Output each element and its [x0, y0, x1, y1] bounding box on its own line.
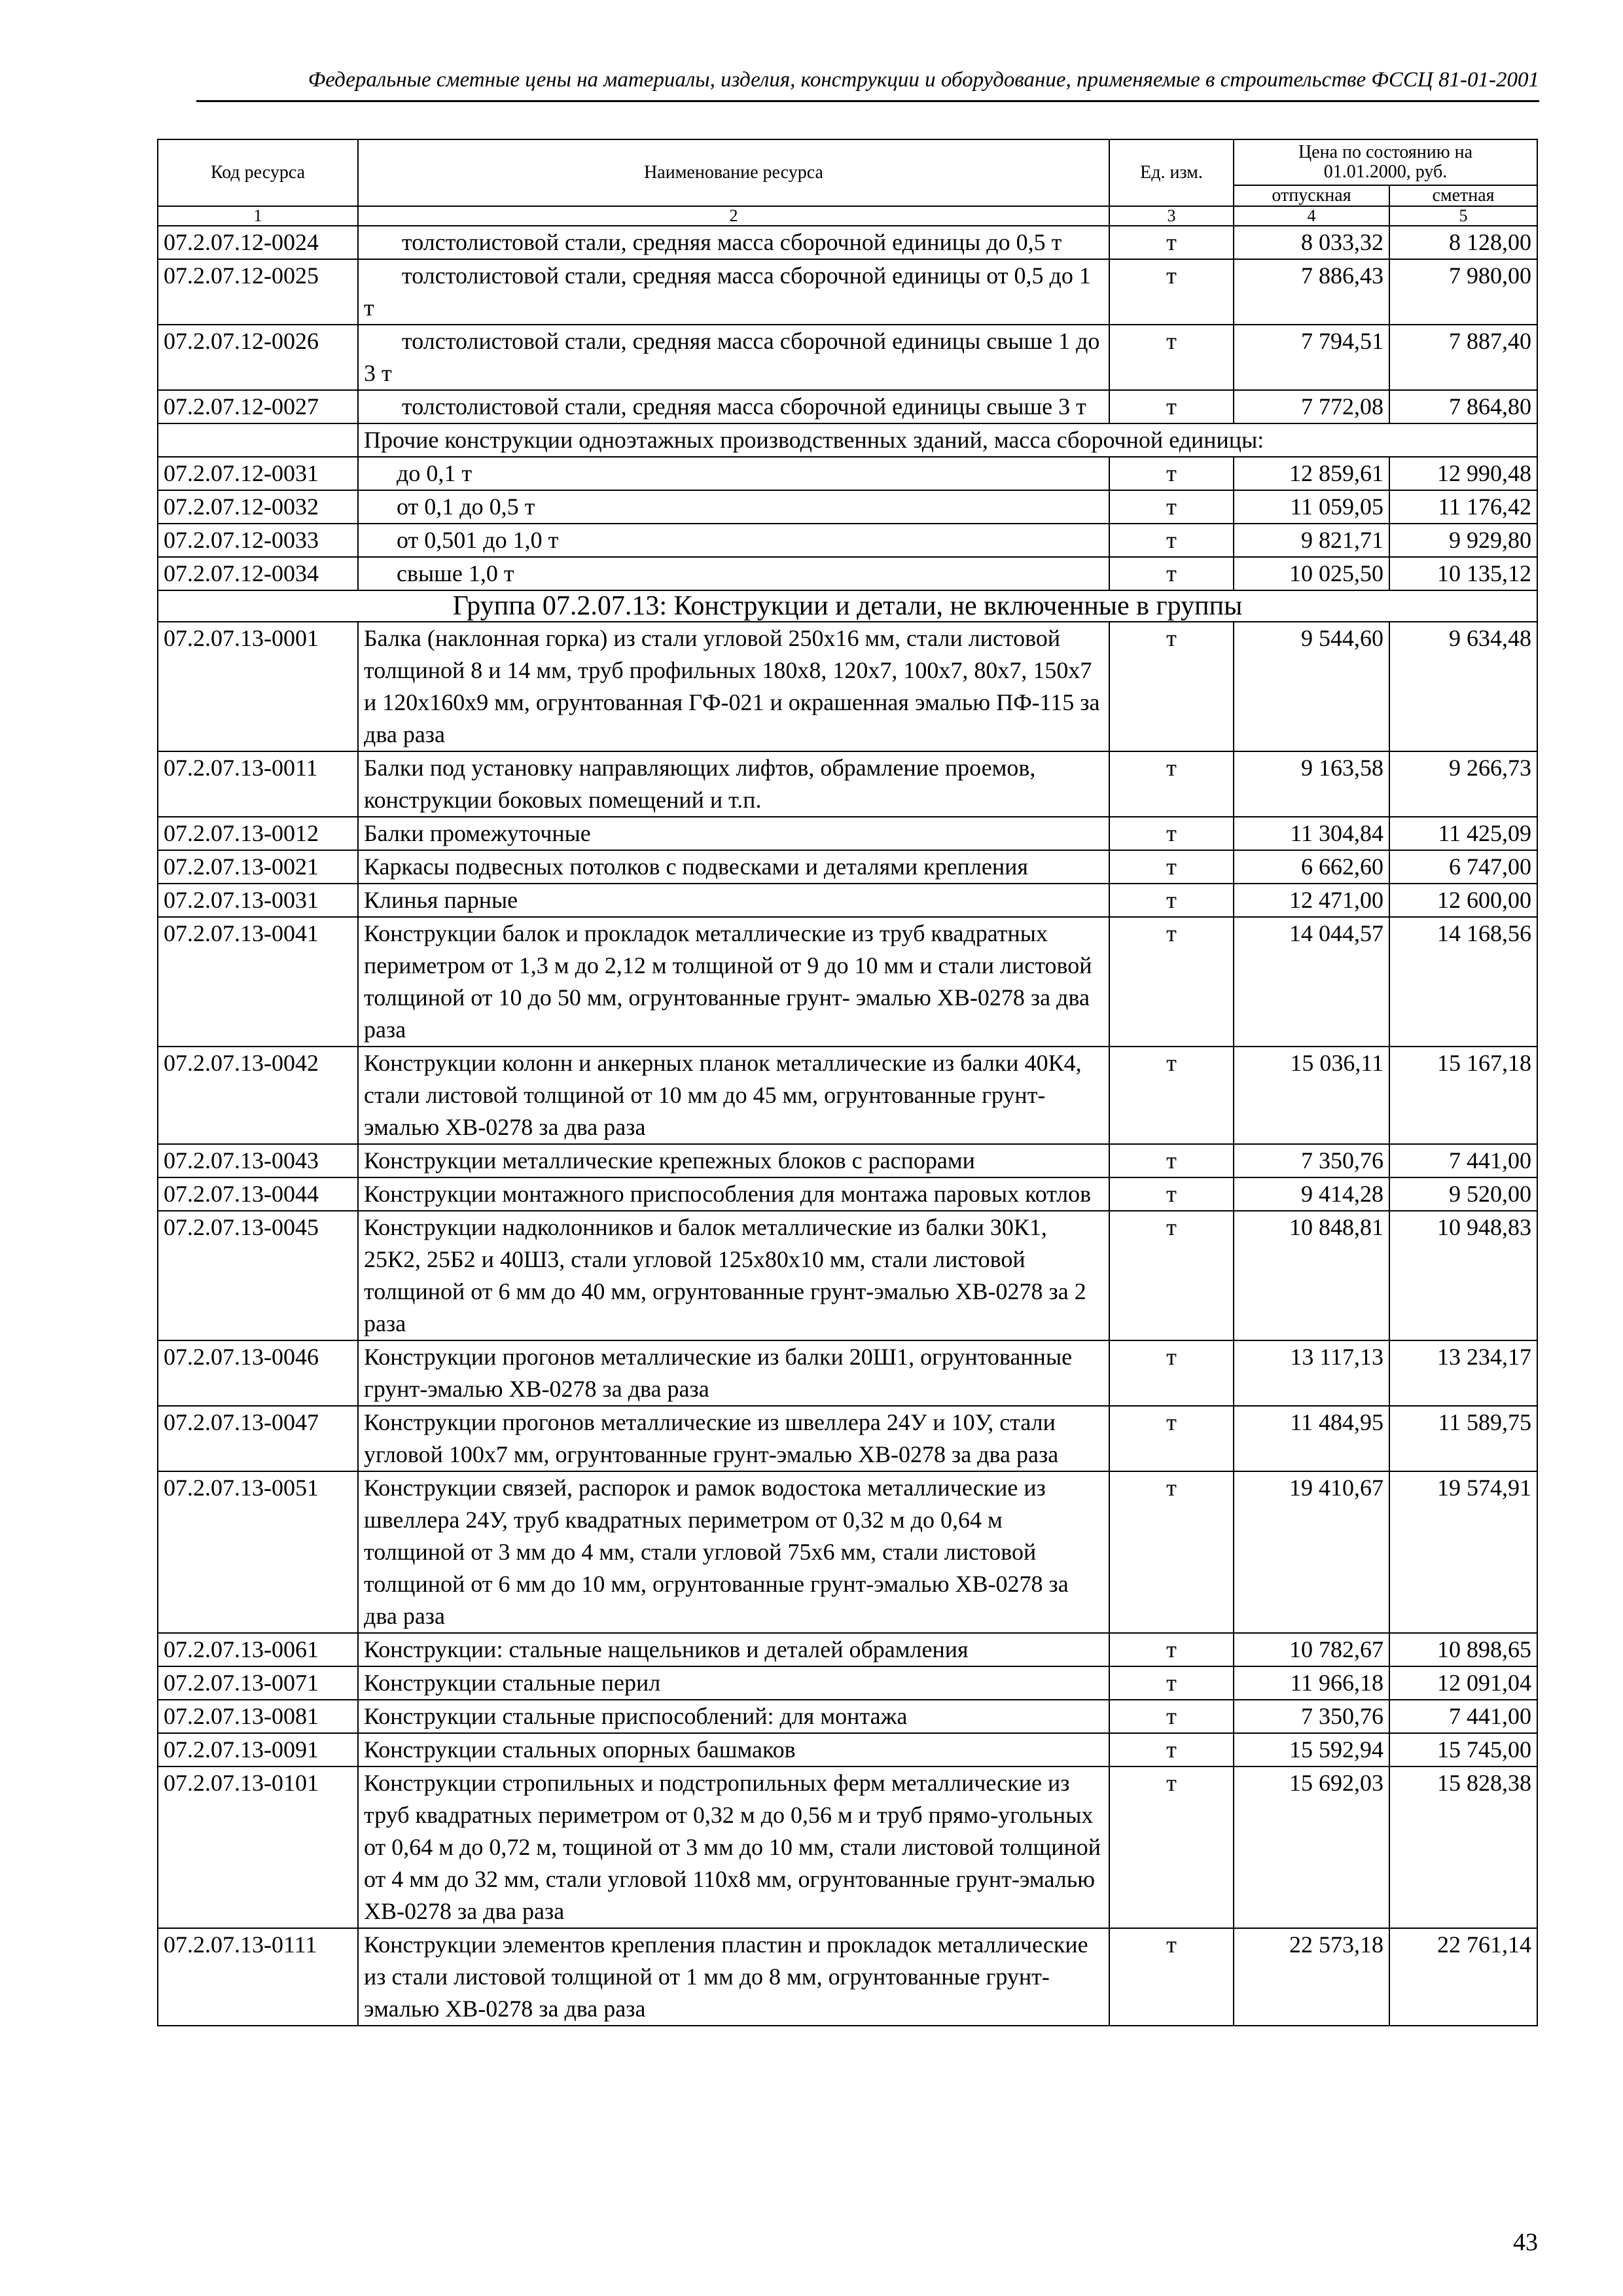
table-row — [158, 817, 1537, 850]
resource-code: 07.2.07.13-0042 — [158, 1047, 358, 1144]
release-price: 15 592,94 — [1234, 1733, 1389, 1767]
resource-code: 07.2.07.12-0024 — [158, 226, 358, 259]
estimate-price: 12 990,48 — [1389, 457, 1537, 490]
group-title-body — [158, 590, 1537, 622]
release-price: 11 059,05 — [1234, 490, 1389, 524]
release-price: 9 544,60 — [1234, 622, 1389, 751]
resource-name: толстолистовой стали, средняя масса сборочной единицы от 0,5 до 1 т — [358, 259, 1109, 325]
resource-code: 07.2.07.13-0091 — [158, 1733, 358, 1767]
table-row — [158, 1733, 1537, 1767]
resource-name: Конструкции элементов крепления пластин и прокладок металлические из стали листовой толщиной от 1 мм до 8 мм, огрунтованные грунт-эмалью ХВ-0278 за два раза — [358, 1928, 1109, 2026]
release-price: 22 573,18 — [1234, 1928, 1389, 2026]
column-index: 4 — [1234, 206, 1389, 226]
estimate-price: 15 828,38 — [1389, 1767, 1537, 1928]
resource-code: 07.2.07.12-0034 — [158, 557, 358, 590]
release-price: 19 410,67 — [1234, 1471, 1389, 1633]
resource-name: Конструкции колонн и анкерных планок металлические из балки 40К4, стали листовой толщиной от 10 мм до 45 мм, огрунтованные грунт-эмалью ХВ-0278 за два раза — [358, 1047, 1109, 1144]
resource-code: 07.2.07.13-0031 — [158, 884, 358, 917]
table-row — [158, 751, 1537, 817]
column-index-row — [158, 206, 1537, 226]
resource-code: 07.2.07.13-0051 — [158, 1471, 358, 1633]
estimate-price: 6 747,00 — [1389, 850, 1537, 884]
unit-cell: т — [1109, 751, 1234, 817]
table-row — [158, 226, 1537, 259]
unit-cell: т — [1109, 1666, 1234, 1700]
release-price: 15 692,03 — [1234, 1767, 1389, 1928]
estimate-price: 9 266,73 — [1389, 751, 1537, 817]
table-row — [158, 1047, 1537, 1144]
resource-name: от 0,501 до 1,0 т — [358, 524, 1109, 557]
estimate-price: 12 600,00 — [1389, 884, 1537, 917]
resource-code: 07.2.07.13-0043 — [158, 1144, 358, 1177]
resource-code: 07.2.07.13-0061 — [158, 1633, 358, 1666]
resource-name: толстолистовой стали, средняя масса сборочной единицы до 0,5 т — [358, 226, 1109, 259]
unit-cell: т — [1109, 390, 1234, 423]
release-price: 8 033,32 — [1234, 226, 1389, 259]
resource-code: 07.2.07.12-0033 — [158, 524, 358, 557]
release-price: 14 044,57 — [1234, 917, 1389, 1047]
resource-name: Конструкции стальные перил — [358, 1666, 1109, 1700]
resource-name: Конструкции стальных опорных башмаков — [358, 1733, 1109, 1767]
estimate-price: 9 634,48 — [1389, 622, 1537, 751]
release-price: 15 036,11 — [1234, 1047, 1389, 1144]
resource-name: Каркасы подвесных потолков с подвесками и деталями крепления — [358, 850, 1109, 884]
unit-cell: т — [1109, 917, 1234, 1047]
column-index: 2 — [358, 206, 1109, 226]
resource-code: 07.2.07.13-0012 — [158, 817, 358, 850]
unit-cell: т — [1109, 850, 1234, 884]
header-code: Код ресурса — [158, 139, 358, 206]
header-unit: Ед. изм. — [1109, 139, 1234, 206]
resource-code: 07.2.07.13-0101 — [158, 1767, 358, 1928]
unit-cell: т — [1109, 1211, 1234, 1340]
header-release: отпускная — [1234, 185, 1389, 206]
resource-name: Балки под установку направляющих лифтов, обрамление проемов, конструкции боковых помещений и т.п. — [358, 751, 1109, 817]
release-price: 9 414,28 — [1234, 1177, 1389, 1211]
table-row — [158, 490, 1537, 524]
resource-name: Конструкции: стальные нащельников и деталей обрамления — [358, 1633, 1109, 1666]
estimate-price: 7 441,00 — [1389, 1144, 1537, 1177]
table-row — [158, 1700, 1537, 1733]
unit-cell: т — [1109, 1633, 1234, 1666]
resource-code: 07.2.07.12-0027 — [158, 390, 358, 423]
table-row — [158, 457, 1537, 490]
unit-cell: т — [1109, 457, 1234, 490]
estimate-price: 7 441,00 — [1389, 1700, 1537, 1733]
release-price: 7 350,76 — [1234, 1144, 1389, 1177]
unit-cell: т — [1109, 226, 1234, 259]
unit-cell: т — [1109, 884, 1234, 917]
resource-name: толстолистовой стали, средняя масса сборочной единицы свыше 1 до 3 т — [358, 325, 1109, 390]
release-price: 7 772,08 — [1234, 390, 1389, 423]
price-table — [157, 139, 1538, 2026]
unit-cell: т — [1109, 1144, 1234, 1177]
subheading-row-body — [158, 423, 1537, 457]
release-price: 12 471,00 — [1234, 884, 1389, 917]
group-title-row — [158, 590, 1537, 622]
release-price: 13 117,13 — [1234, 1340, 1389, 1406]
resource-code: 07.2.07.13-0046 — [158, 1340, 358, 1406]
table-row — [158, 1406, 1537, 1471]
unit-cell: т — [1109, 1406, 1234, 1471]
resource-code: 07.2.07.12-0032 — [158, 490, 358, 524]
table-row — [158, 259, 1537, 325]
release-price: 11 966,18 — [1234, 1666, 1389, 1700]
resource-code: 07.2.07.13-0044 — [158, 1177, 358, 1211]
resource-name: Конструкции балок и прокладок металлические из труб квадратных периметром от 1,3 м до 2,12 м толщиной от 9 до 10 мм и стали листовой толщиной от 10 до 50 мм, огрунтованные грунт- эмалью ХВ-0278 за два раза — [358, 917, 1109, 1047]
table-row — [158, 325, 1537, 390]
resource-code: 07.2.07.13-0047 — [158, 1406, 358, 1471]
running-header: Федеральные сметные цены на материалы, изделия, конструкции и оборудование, применяемые в строительстве ФССЦ 81-01-2001 — [308, 68, 1539, 92]
estimate-price: 7 980,00 — [1389, 259, 1537, 325]
header-rule — [196, 100, 1539, 102]
unit-cell: т — [1109, 524, 1234, 557]
resource-code: 07.2.07.12-0026 — [158, 325, 358, 390]
estimate-price: 11 589,75 — [1389, 1406, 1537, 1471]
table-body-block2 — [158, 457, 1537, 590]
estimate-price: 14 168,56 — [1389, 917, 1537, 1047]
estimate-price: 22 761,14 — [1389, 1928, 1537, 2026]
release-price: 9 821,71 — [1234, 524, 1389, 557]
table-row — [158, 917, 1537, 1047]
estimate-price: 15 167,18 — [1389, 1047, 1537, 1144]
estimate-price: 13 234,17 — [1389, 1340, 1537, 1406]
unit-cell: т — [1109, 1733, 1234, 1767]
subheading-code-cell — [158, 423, 358, 457]
resource-code: 07.2.07.13-0001 — [158, 622, 358, 751]
table-body-block3 — [158, 622, 1537, 2026]
group-title: Группа 07.2.07.13: Конструкции и детали, не включенные в группы — [158, 590, 1537, 622]
estimate-price: 7 864,80 — [1389, 390, 1537, 423]
estimate-price: 15 745,00 — [1389, 1733, 1537, 1767]
unit-cell: т — [1109, 557, 1234, 590]
table-row — [158, 524, 1537, 557]
header-estimate: сметная — [1389, 185, 1537, 206]
estimate-price: 7 887,40 — [1389, 325, 1537, 390]
resource-name: свыше 1,0 т — [358, 557, 1109, 590]
resource-name: Конструкции прогонов металлические из балки 20Ш1, огрунтованные грунт-эмалью ХВ-0278 за два раза — [358, 1340, 1109, 1406]
estimate-price: 10 898,65 — [1389, 1633, 1537, 1666]
column-index: 3 — [1109, 206, 1234, 226]
estimate-price: 11 425,09 — [1389, 817, 1537, 850]
estimate-price: 10 135,12 — [1389, 557, 1537, 590]
release-price: 10 782,67 — [1234, 1633, 1389, 1666]
resource-name: Балки промежуточные — [358, 817, 1109, 850]
resource-code: 07.2.07.13-0041 — [158, 917, 358, 1047]
resource-name: Конструкции стальные приспособлений: для монтажа — [358, 1700, 1109, 1733]
page-number: 43 — [1513, 2229, 1538, 2256]
resource-code: 07.2.07.13-0021 — [158, 850, 358, 884]
subheading-row — [158, 423, 1537, 457]
table-row — [158, 1211, 1537, 1340]
unit-cell: т — [1109, 325, 1234, 390]
table-row — [158, 1471, 1537, 1633]
estimate-price: 9 520,00 — [1389, 1177, 1537, 1211]
resource-name: до 0,1 т — [358, 457, 1109, 490]
table-row — [158, 1928, 1537, 2026]
table-row — [158, 390, 1537, 423]
resource-name: Конструкции металлические крепежных блоков с распорами — [358, 1144, 1109, 1177]
resource-name: Конструкции связей, распорок и рамок водостока металлические из швеллера 24У, труб квадратных периметром от 0,32 м до 0,64 м толщиной от 3 мм до 4 мм, стали угловой 75х6 мм, стали листовой толщиной от 6 мм до 10 мм, огрунтованные грунт-эмалью ХВ-0278 за два раза — [358, 1471, 1109, 1633]
table-row — [158, 1633, 1537, 1666]
release-price: 12 859,61 — [1234, 457, 1389, 490]
subheading-text: Прочие конструкции одноэтажных производственных зданий, масса сборочной единицы: — [358, 423, 1537, 457]
table-row — [158, 557, 1537, 590]
resource-name: Балка (наклонная горка) из стали угловой 250х16 мм, стали листовой толщиной 8 и 14 мм, труб профильных 180х8, 120х7, 100х7, 80х7, 150х7 и 120х160х9 мм, огрунтованная ГФ-021 и окрашенная эмалью ПФ-115 за два раза — [358, 622, 1109, 751]
release-price: 9 163,58 — [1234, 751, 1389, 817]
table-row — [158, 622, 1537, 751]
estimate-price: 10 948,83 — [1389, 1211, 1537, 1340]
unit-cell: т — [1109, 1177, 1234, 1211]
estimate-price: 12 091,04 — [1389, 1666, 1537, 1700]
estimate-price: 8 128,00 — [1389, 226, 1537, 259]
resource-name: Конструкции надколонников и балок металлические из балки 30К1, 25К2, 25Б2 и 40Ш3, стали угловой 125х80х10 мм, стали листовой толщиной от 6 мм до 40 мм, огрунтованные грунт-эмалью ХВ-0278 за 2 раза — [358, 1211, 1109, 1340]
unit-cell: т — [1109, 1047, 1234, 1144]
resource-code: 07.2.07.13-0011 — [158, 751, 358, 817]
unit-cell: т — [1109, 1471, 1234, 1633]
release-price: 11 304,84 — [1234, 817, 1389, 850]
unit-cell: т — [1109, 1767, 1234, 1928]
table-row — [158, 1767, 1537, 1928]
unit-cell: т — [1109, 1928, 1234, 2026]
header-name: Наименование ресурса — [358, 139, 1109, 206]
estimate-price: 19 574,91 — [1389, 1471, 1537, 1633]
table-row — [158, 850, 1537, 884]
release-price: 7 794,51 — [1234, 325, 1389, 390]
table-row — [158, 1666, 1537, 1700]
resource-code: 07.2.07.13-0081 — [158, 1700, 358, 1733]
table-row — [158, 1340, 1537, 1406]
resource-code: 07.2.07.13-0071 — [158, 1666, 358, 1700]
column-index: 1 — [158, 206, 358, 226]
release-price: 7 886,43 — [1234, 259, 1389, 325]
release-price: 10 848,81 — [1234, 1211, 1389, 1340]
resource-code: 07.2.07.12-0031 — [158, 457, 358, 490]
column-index: 5 — [1389, 206, 1537, 226]
resource-name: Конструкции стропильных и подстропильных ферм металлические из труб квадратных периметром от 0,32 м до 0,56 м и труб прямо-угольных от 0,64 м до 0,72 м, тощиной от 3 мм до 10 мм, стали листовой толщиной от 4 мм до 32 мм, стали угловой 110х8 мм, огрунтованные грунт-эмалью ХВ-0278 за два раза — [358, 1767, 1109, 1928]
release-price: 10 025,50 — [1234, 557, 1389, 590]
resource-name: толстолистовой стали, средняя масса сборочной единицы свыше 3 т — [358, 390, 1109, 423]
resource-code: 07.2.07.13-0111 — [158, 1928, 358, 2026]
unit-cell: т — [1109, 1700, 1234, 1733]
estimate-price: 11 176,42 — [1389, 490, 1537, 524]
unit-cell: т — [1109, 622, 1234, 751]
resource-name: Клинья парные — [358, 884, 1109, 917]
resource-code: 07.2.07.13-0045 — [158, 1211, 358, 1340]
header-price-group: Цена по состоянию на 01.01.2000, руб. — [1234, 139, 1537, 185]
resource-name: от 0,1 до 0,5 т — [358, 490, 1109, 524]
unit-cell: т — [1109, 1340, 1234, 1406]
unit-cell: т — [1109, 817, 1234, 850]
resource-code: 07.2.07.12-0025 — [158, 259, 358, 325]
table-body-block1 — [158, 226, 1537, 423]
table-row — [158, 1144, 1537, 1177]
release-price: 11 484,95 — [1234, 1406, 1389, 1471]
table-row — [158, 884, 1537, 917]
resource-name: Конструкции монтажного приспособления для монтажа паровых котлов — [358, 1177, 1109, 1211]
release-price: 6 662,60 — [1234, 850, 1389, 884]
estimate-price: 9 929,80 — [1389, 524, 1537, 557]
table-row — [158, 1177, 1537, 1211]
unit-cell: т — [1109, 490, 1234, 524]
table-header — [158, 139, 1537, 226]
resource-name: Конструкции прогонов металлические из швеллера 24У и 10У, стали угловой 100х7 мм, огрунтованные грунт-эмалью ХВ-0278 за два раза — [358, 1406, 1109, 1471]
unit-cell: т — [1109, 259, 1234, 325]
release-price: 7 350,76 — [1234, 1700, 1389, 1733]
